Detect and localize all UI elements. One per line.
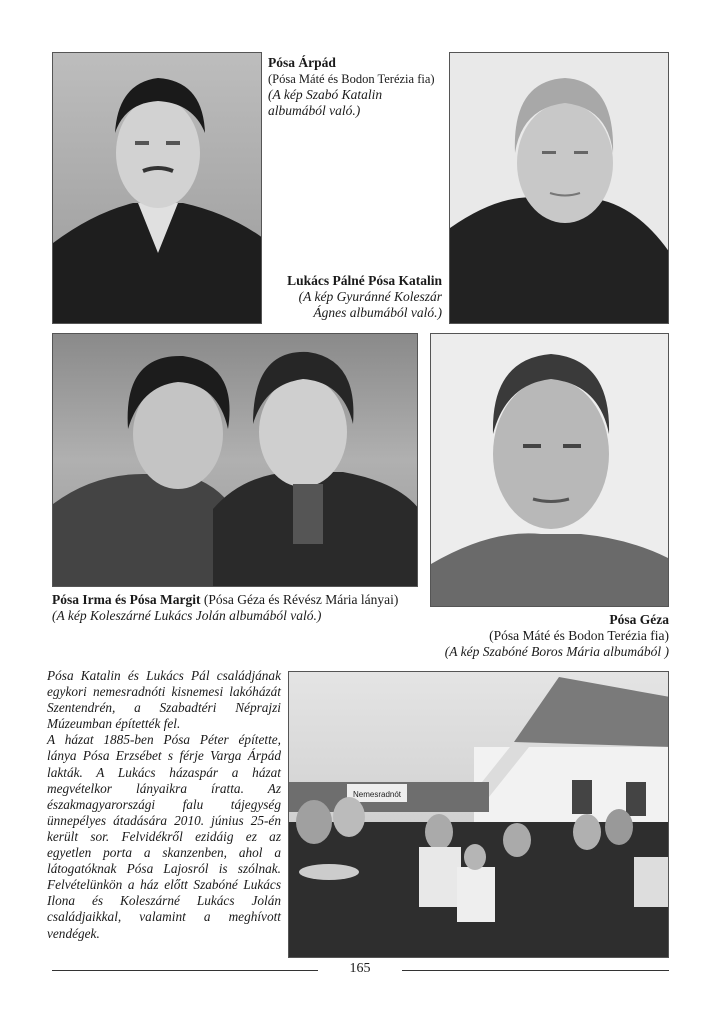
caption-parents: (Pósa Máté és Bodon Terézia fia): [489, 628, 669, 643]
portrait-man-image: [53, 53, 262, 324]
article-paragraph: Pósa Katalin és Lukács Pál családjának egykori nemesradnóti kisnemesi lakóházát Szentendrén, a Szabadtéri Néprajzi Múzeumban építették fel.: [47, 668, 281, 732]
article-text: [47, 668, 281, 942]
caption-lukacs-palne-posa-katalin: [250, 273, 442, 321]
page-number: 165: [349, 961, 371, 976]
portrait-two-women-image: [53, 334, 418, 587]
portrait-woman-image: [450, 53, 669, 324]
photo-posa-geza: [430, 333, 669, 607]
caption-source: (A kép Koleszárné Lukács Jolán albumából való.): [52, 608, 322, 623]
caption-source: albumából való.): [268, 103, 361, 118]
caption-posa-geza: [400, 612, 669, 660]
caption-name: Pósa Árpád: [268, 55, 336, 70]
sign-text: Nemesradnót: [352, 790, 402, 799]
footer-rule-right: [402, 970, 669, 971]
caption-source: (A kép Gyuránné Koleszár: [298, 289, 442, 304]
portrait-man-image: [431, 334, 669, 607]
footer-rule-left: [52, 970, 318, 971]
caption-name: Pósa Irma és Pósa Margit: [52, 592, 201, 607]
article-paragraph: A házat 1885-ben Pósa Péter építette, lánya Pósa Erzsébet s férje Varga Árpád lakták. A Lukács házaspár a házat megvételkor lányaikra íratta. Az északmagyarországi falu tájegység ünnepélyes átadására 2010. június 25-én került sor. Felvidékről ezidáig ez az egyetlen porta a skanzenben, ahol a látogatóknak Pósa Lajosról is szólnak. Felvételünkön a ház előtt Szabóné Lukács Ilona és Koleszárné Lukács Jolán családjaikkal, valamint a meghívott vendégek.: [47, 732, 281, 941]
caption-posa-arpad: [268, 55, 448, 119]
photo-lukacs-palne-posa-katalin: [449, 52, 669, 324]
caption-name: Pósa Géza: [609, 612, 669, 627]
caption-posa-irma-es-posa-margit: [52, 592, 432, 624]
caption-source: (A kép Szabóné Boros Mária albumából ): [444, 644, 669, 659]
photo-posa-arpad: [52, 52, 262, 324]
caption-name: Lukács Pálné Pósa Katalin: [287, 273, 442, 288]
caption-parents: (Pósa Máté és Bodon Terézia fia): [268, 72, 435, 86]
photo-posa-irma-es-posa-margit: [52, 333, 418, 587]
caption-parents: (Pósa Géza és Révész Mária lányai): [203, 592, 399, 607]
caption-source: Ágnes albumából való.): [313, 305, 442, 320]
caption-source: (A kép Szabó Katalin: [268, 87, 383, 102]
group-photo-image: [289, 672, 669, 958]
photo-group-skanzen: [288, 671, 669, 958]
